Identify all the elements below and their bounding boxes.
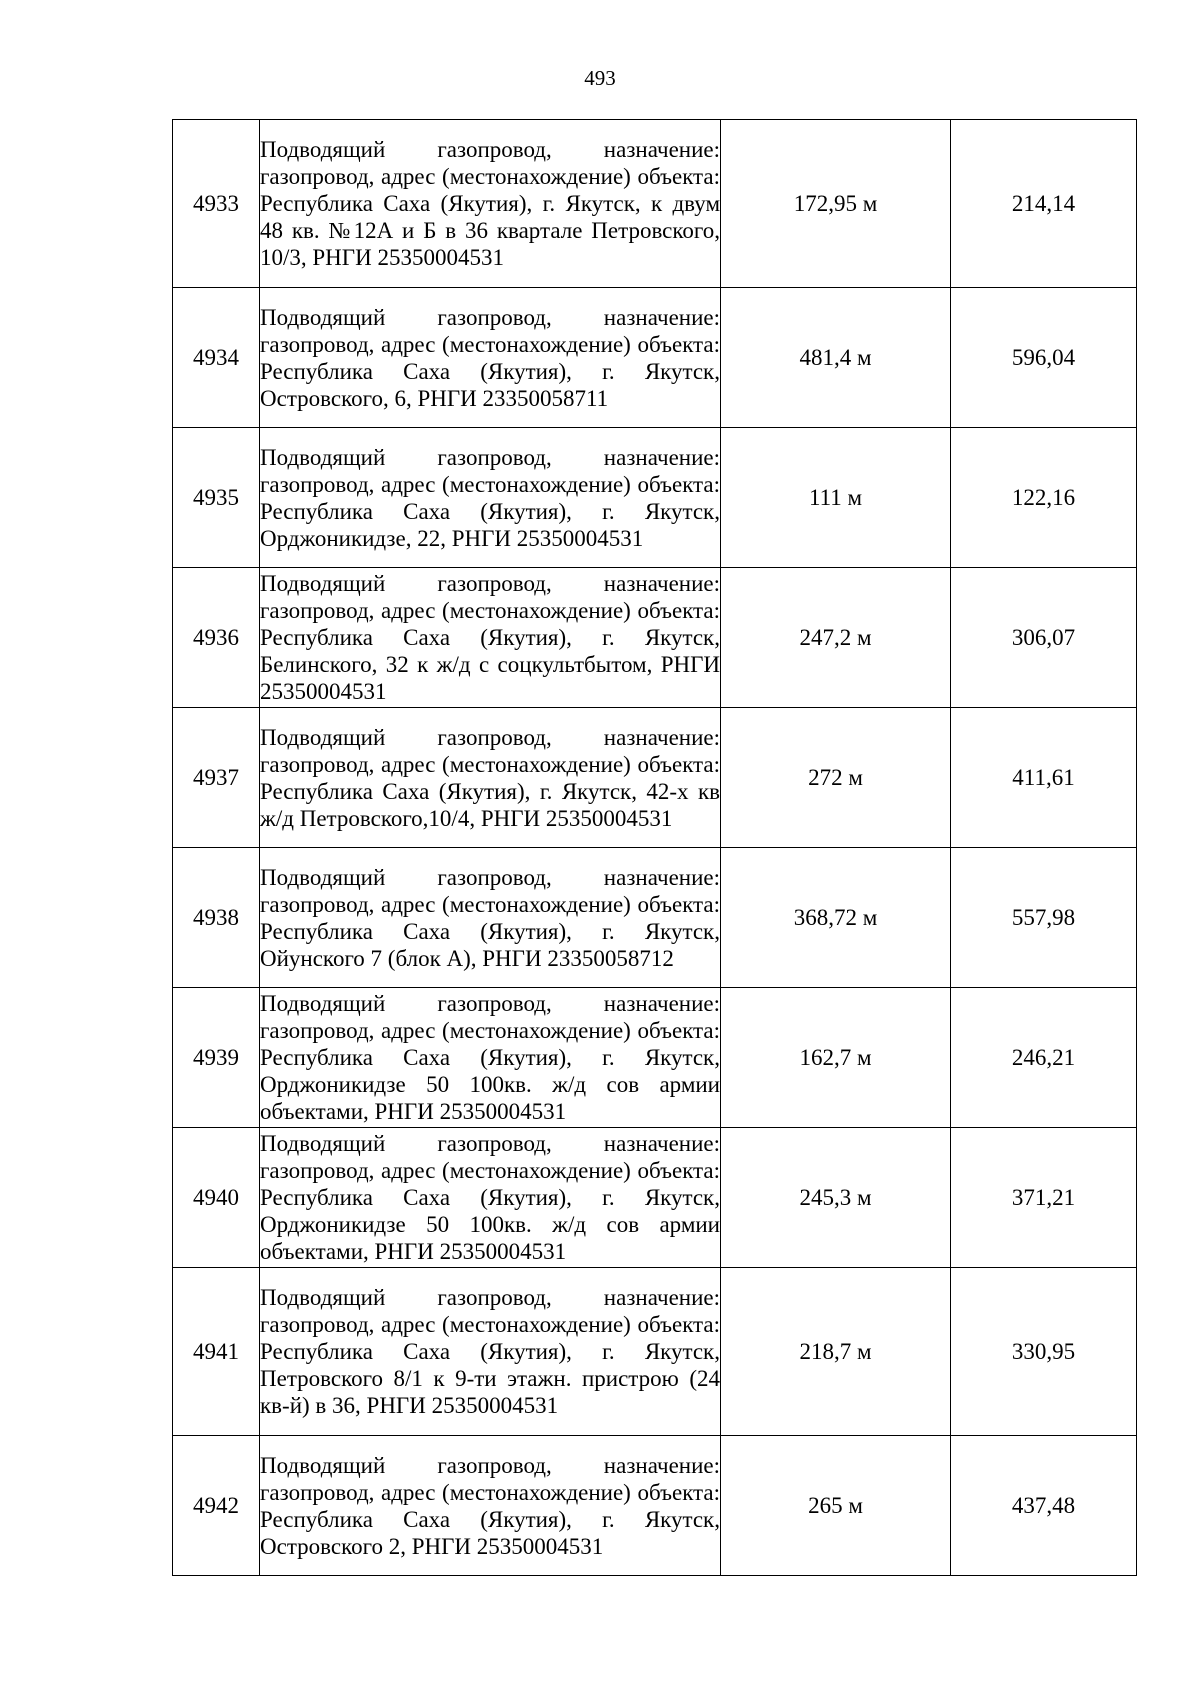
row-number: 4933 bbox=[173, 120, 260, 288]
pipeline-length: 162,7 м bbox=[721, 988, 951, 1128]
object-description: Подводящий газопровод, назначение: газопровод, адрес (местонахождение) объекта: Республика Саха (Якутия), г. Якутск, к двум 48 кв. №12А и Б в 36 квартале Петровского, 10/3, РНГИ 25350004531 bbox=[260, 120, 721, 288]
row-number: 4937 bbox=[173, 708, 260, 848]
table-row bbox=[173, 568, 1137, 708]
object-description: Подводящий газопровод, назначение: газопровод, адрес (местонахождение) объекта: Республика Саха (Якутия), г. Якутск, Орджоникидзе 50 100кв. ж/д сов армии объектами, РНГИ 25350004531 bbox=[260, 988, 721, 1128]
cost-value: 557,98 bbox=[951, 848, 1137, 988]
object-description: Подводящий газопровод, назначение: газопровод, адрес (местонахождение) объекта: Республика Саха (Якутия), г. Якутск, Островского 2, РНГИ 25350004531 bbox=[260, 1436, 721, 1576]
object-description: Подводящий газопровод, назначение: газопровод, адрес (местонахождение) объекта: Республика Саха (Якутия), г. Якутск, Орджоникидзе, 22, РНГИ 25350004531 bbox=[260, 428, 721, 568]
object-description: Подводящий газопровод, назначение: газопровод, адрес (местонахождение) объекта: Республика Саха (Якутия), г. Якутск, Островского, 6, РНГИ 23350058711 bbox=[260, 288, 721, 428]
cost-value: 214,14 bbox=[951, 120, 1137, 288]
row-number: 4936 bbox=[173, 568, 260, 708]
cost-value: 306,07 bbox=[951, 568, 1137, 708]
pipeline-length: 247,2 м bbox=[721, 568, 951, 708]
row-number: 4941 bbox=[173, 1268, 260, 1436]
cost-value: 330,95 bbox=[951, 1268, 1137, 1436]
property-registry-table bbox=[172, 119, 1137, 1576]
cost-value: 596,04 bbox=[951, 288, 1137, 428]
pipeline-length: 265 м bbox=[721, 1436, 951, 1576]
pipeline-length: 368,72 м bbox=[721, 848, 951, 988]
pipeline-length: 272 м bbox=[721, 708, 951, 848]
object-description: Подводящий газопровод, назначение: газопровод, адрес (местонахождение) объекта: Республика Саха (Якутия), г. Якутск, Петровского 8/1 к 9-ти этажн. пристрою (24 кв-й) в 36, РНГИ 25350004531 bbox=[260, 1268, 721, 1436]
table-row bbox=[173, 848, 1137, 988]
row-number: 4935 bbox=[173, 428, 260, 568]
object-description: Подводящий газопровод, назначение: газопровод, адрес (местонахождение) объекта: Республика Саха (Якутия), г. Якутск, Ойунского 7 (блок А), РНГИ 23350058712 bbox=[260, 848, 721, 988]
object-description: Подводящий газопровод, назначение: газопровод, адрес (местонахождение) объекта: Республика Саха (Якутия), г. Якутск, Орджоникидзе 50 100кв. ж/д сов армии объектами, РНГИ 25350004531 bbox=[260, 1128, 721, 1268]
pipeline-length: 218,7 м bbox=[721, 1268, 951, 1436]
table-row bbox=[173, 288, 1137, 428]
cost-value: 411,61 bbox=[951, 708, 1137, 848]
table-row bbox=[173, 1268, 1137, 1436]
table-row bbox=[173, 120, 1137, 288]
row-number: 4942 bbox=[173, 1436, 260, 1576]
row-number: 4939 bbox=[173, 988, 260, 1128]
table-row bbox=[173, 708, 1137, 848]
table-row bbox=[173, 428, 1137, 568]
table-row bbox=[173, 988, 1137, 1128]
cost-value: 246,21 bbox=[951, 988, 1137, 1128]
row-number: 4940 bbox=[173, 1128, 260, 1268]
row-number: 4938 bbox=[173, 848, 260, 988]
pipeline-length: 245,3 м bbox=[721, 1128, 951, 1268]
pipeline-length: 481,4 м bbox=[721, 288, 951, 428]
page-number: 493 bbox=[584, 66, 616, 90]
pipeline-length: 111 м bbox=[721, 428, 951, 568]
object-description: Подводящий газопровод, назначение: газопровод, адрес (местонахождение) объекта: Республика Саха (Якутия), г. Якутск, Белинского, 32 к ж/д с соцкультбытом, РНГИ 25350004531 bbox=[260, 568, 721, 708]
table-row bbox=[173, 1128, 1137, 1268]
object-description: Подводящий газопровод, назначение: газопровод, адрес (местонахождение) объекта: Республика Саха (Якутия), г. Якутск, 42-х кв ж/д Петровского,10/4, РНГИ 25350004531 bbox=[260, 708, 721, 848]
table-row bbox=[173, 1436, 1137, 1576]
cost-value: 371,21 bbox=[951, 1128, 1137, 1268]
row-number: 4934 bbox=[173, 288, 260, 428]
pipeline-length: 172,95 м bbox=[721, 120, 951, 288]
cost-value: 437,48 bbox=[951, 1436, 1137, 1576]
cost-value: 122,16 bbox=[951, 428, 1137, 568]
